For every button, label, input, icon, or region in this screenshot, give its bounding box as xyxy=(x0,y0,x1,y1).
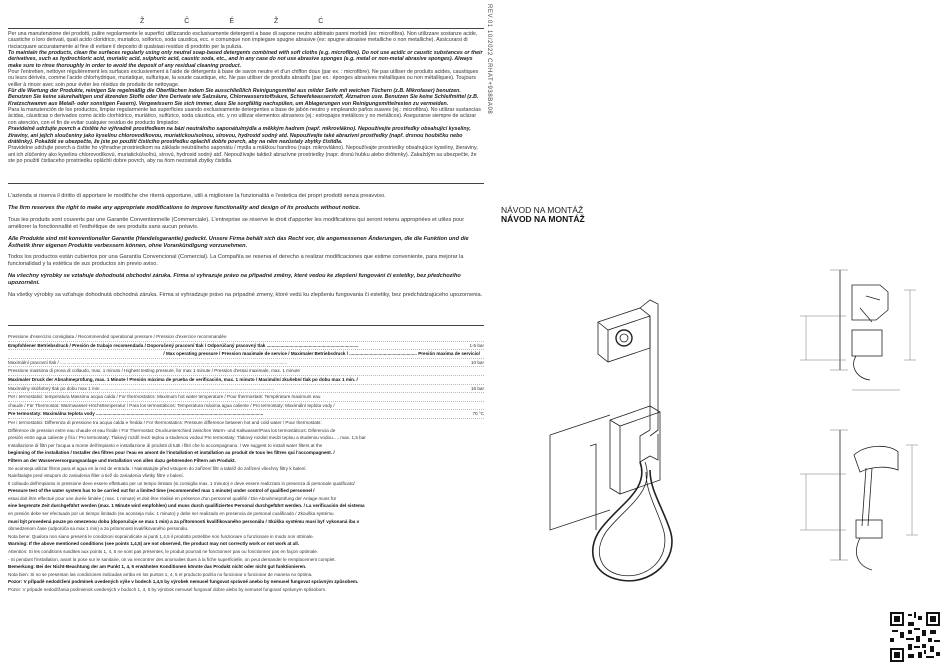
spec-line: Nota bien: Si no se presentan las condiciones indicadas arriba en los puntos 1, 4, 5 el producto podría no funcionar o funcionar de manera no óptima. xyxy=(8,571,313,577)
side-view-dimensioned xyxy=(800,270,916,390)
spec-line: essai doit être effectué pour une durée limitée ( max. 1 minute) et doit être réalisé en présence d'un personnel qualifié / Die Abnahmeprüfung der Anlage muss für xyxy=(8,495,337,501)
spec-line: Filtern an der Wasserversorgungsanlage und Installation von allen dazu gehörenden Filtern am Produkt. xyxy=(8,457,236,463)
spec-text: Maximaler Druck der Abnahmeprüfung, max. 1 Minute / Presión máxima de prueba de verificación, max. 1 minuto / Maximální zkušební tlak po dobu max 1 min. / xyxy=(8,376,358,382)
manual-title-bold: NÁVOD NA MONTÁŽ xyxy=(501,214,585,224)
header-char: Ć xyxy=(318,18,364,25)
spec-text: Pre termostaty: Maximálna teplota vody ................................................................................................................................... xyxy=(8,411,264,417)
spec-line: Nainštalujte pred vstupom do zariadenia filter a tiež do zariadenia všetky filtre v balení. xyxy=(8,473,184,479)
spec-line: Pressure test of the water system has to be carried out for a limited time (recommended max 1 minute) under control of qualified personnel / xyxy=(8,488,315,494)
bidet-shower-isometric xyxy=(550,300,672,581)
spec-row xyxy=(8,350,484,359)
legal-sk: Na všetky výrobky sa vzťahuje dohodnutá obchodná záruka. Firma si vyhradzuje právo na prípadné zmeny, ktoré vedú ku zlepšeniu fungovania či estetiky, bez predchádzajúceho upozornenia. xyxy=(8,292,483,299)
spec-line: obmedzenom čase (odporúča sa max 1 min) a za prítomnosti kvalifikovaného personálu. xyxy=(8,526,189,532)
spec-row xyxy=(8,342,484,351)
header-char: É xyxy=(229,18,275,25)
spec-text: chaude / Für Thermostat: Warmwasser-Höchsttemperatur / Para los termostáticos: Temperatura máxima agua caliente / Pro termostaty: Maximální teplota vody / xyxy=(8,402,335,408)
spec-line: Se aconseja utilizar filtros para el agua en la red de entrada. / Nainstalujte před vstupem do zařízení filtr a taktéž do zařízení všechny filtry k balení. xyxy=(8,465,307,471)
qr-code-icon xyxy=(890,612,940,662)
spec-line: Nota bene: Qualora non siano presenti le condizioni sopraindicate ai punti 1,4,5 il prodotto potrebbe non funzionare o funzionare in modo non ottimale. xyxy=(8,533,314,539)
special-characters-header xyxy=(8,18,484,26)
revision-code xyxy=(484,6,494,176)
care-fr: Pour l'entretien, nettoyer régulièrement les surfaces exclusivement à l'aide de détergents à base de savon neutre et d'un chiffon doux (par ex. : microfibre). Ne pas utiliser de produits acides, caustiques ou leurs dérivés, comme l'acide chlorhydrique, muriatique, sulfurique, la soude caustique, etc. Ne pas utiliser de produits abrasifs (par ex.: éponges abrasives métalliques ou non métalliques). Toujours veiller à rincer avec soin pour éviter les résidus de produits de nettoyage. xyxy=(8,69,479,88)
legal-it: L'azienda si riserva il diritto di apportare le modifiche che riterrà opportune, utili a migliorare la funzionalità e l'estetica dei propri prodotti senza preavviso. xyxy=(8,193,386,199)
spec-row xyxy=(8,359,484,368)
care-sk: Pravidelne udržujte povrch a čistite ho výhradne prostriedkom na základe neutrálneho saponátu / mydla a mäkkou handrou (napr. mikrovlákno). Nepoužívajte prostriedky obsahujúce kyseliny, žieraviny, ani ich zlúčeniny ako kyselinu chlorovodíkovú, muriatickú/soľnú, sírovú, hydroxid sodný atď. Nepoužívajte taktiež abrazívne prostriedky (napr. drsnú hubku alebo drôtenky). Zakaždým sa ubezpečte, že ste po použití čistiaceho prostriedku opláchli dobre povrch, aby na ňom nezostali zbytky čistidla. xyxy=(8,145,478,164)
spec-text: Per i termostatici: temperatura Massima acqua calda / For thermostatics: Maximum hot water temperature / Pour thermostats: Température maximum eau xyxy=(8,394,321,400)
spec-row xyxy=(8,393,484,402)
spec-line: eine begrenzte Zeit durchgeführt werden (max. 1 Minute wird empfohlen) und muss durch qualifiziertes Personal durchgeführt werden. / La verificación del sistema xyxy=(8,503,365,509)
spec-line: Installazione di filtri per l'acqua a monte dell'impianto e installazione di prodotti di tutti i filtri che lo accompagnano. / We suggest to install water filters at the xyxy=(8,442,323,448)
spec-line: Pozor: V případě nedodržení podmínek uvedených výše v bodech 1,4,5 by výrobek nemusel fungovat správně anebo by nemusel fungovat správným způsobem. xyxy=(8,579,359,585)
instructions-column xyxy=(8,0,484,667)
spec-value: 70 °C xyxy=(472,411,484,417)
revision-text: REV.01 10/2022 CRHAT+938BA08 xyxy=(486,4,492,115)
front-view-dimensioned xyxy=(800,430,918,570)
spec-line: Pozor: V prípade nedodržania podmienok uvedených v bodoch 1, 4, 5 by výrobok nemusel fungovať dobre alebo by nemusel fungovať správnym spôsobom. xyxy=(8,587,327,592)
spec-line: Attention: Si les conditions susdites aux points 1, 4, 5 ne sont pas présentes, le produit pourrait ne fonctionner pas ou fonctionner pas en façon optimale. xyxy=(8,549,319,555)
top-divider xyxy=(8,28,484,29)
legal-en: The firm reserves the right to make any appropriate modifications to improve functionality and design of its products without notice. xyxy=(8,204,361,211)
care-de: Für die Wartung der Produkte, reinigen Sie regelmäßig die Oberflächen indem Sie ausschließlich Reinigungsmittel aus milder Seife mit weichen Tüchern (z.B. Mikrofaser) benutzen. Benutzen Sie keine säurehaltigen und ätzenden Stoffe oder ihre Derivate wie Salzsäure, Chlorwasserstoffsäure, Schwefelwasserstoff, Ätznatron usw. Benutzen Sie keine Schleifmittel (z.B. Kratzschwamm aus Metall- oder sonstigen Fasern). Vergewissern Sie sich immer, dass Sie sorgfältig nachspülen, um Ablagerungen von Reinigungsmittelresten zu vermeiden. xyxy=(8,88,479,107)
spec-line: Différence de pression entre eau chaude et eau froide / Für Thermostat: Druckunterschied zwischen Warm- und Kaltwasser/Para los termostáticos: Diferencia de xyxy=(8,427,336,433)
header-char: Ž xyxy=(274,18,319,25)
legal-cz: Na všechny výrobky se vztahuje dohodnutá obchodní záruka. Firma si vyhrazuje právo na případné změny, které vedou ke zlepšení fungování či estetiky, bez předchozího upozornění. xyxy=(8,273,461,287)
spec-line: beginning of the installation / Installer des filtres pour l'eau en amont de l'installation et installation au produit de tous les filtres qui l'accompagnent. / xyxy=(8,450,335,456)
spec-text: Maximální pracovní tlak / .................................................................................................................................................................................. xyxy=(8,359,288,365)
spec-line: Warning: If the above mentioned conditions (see points 1,4,5) are not observed, the product may not correctly work or not work at all. xyxy=(8,541,300,547)
spec-row xyxy=(8,333,484,342)
spec-line: en presión debe ser efectuado por un tiempo limitado (se aconseja máx. 1 minuto) y debe ser realizado en presencia de personal cualificado / Zkouška systému xyxy=(8,511,334,517)
care-en: To maintain the products, clean the surfaces regularly using only neutral soap-based detergents combined with soft cloths (e.g. microfibre). Do not use acidic or caustic substances or their derivatives, such as hydrochloric acid, muriatic acid, sulphuric acid, caustic soda, etc., and in any case do not use abrasive sponges (e.g. metal or non-metal abrasive sponges). Always make sure to rinse thoroughly in order to avoid the deposit of any residual cleaning product. xyxy=(8,50,483,69)
spec-line: musí být provedená pouze po omezenou dobu (doporučuje se max 1 min) a za přítomnosti kvalifikovaného personálu / Skúška systému musí byť vykonaná iba v xyxy=(8,518,360,524)
spec-row xyxy=(8,376,484,385)
technical-specs xyxy=(8,333,484,594)
spec-row xyxy=(8,367,484,376)
care-instructions xyxy=(8,31,484,164)
care-es: Para la manutención de los productos, limpiar regularmente las superficies usando exclusivamente detergentes a base de jabón neutro y empleando paños suaves (ej.: microfibra). No utilizar sustancias ácidas, cáusticas o derivados como ácido clorhídrico, muriático, sulfúrico, soda cáustica, etc. y no utilizar elementos abrasivos (ej.: estropajos metálicos y no metálicos). Asegurarse siempre de aclarar con atención, con el fin de evitar cualquier residuo de producto limpiador. xyxy=(8,107,481,126)
care-divider xyxy=(8,183,484,184)
warranty-notice xyxy=(8,193,484,304)
spec-value: 10 bar xyxy=(470,359,484,365)
spec-line: - Si pendant l'installation, avant la pose sur le sanitaire, on va rencontrer des anomalies dues à la fiche superficielle, on peut demander le remplacement complet. xyxy=(8,556,336,562)
care-it: Per una manutenzione dei prodotti, pulire regolarmente le superfici utilizzando esclusivamente detergenti a base di sapone neutro abbinato panni morbidi (es: microfibra). Non utilizzare sostanze acide, caustiche o loro derivati, quali acido cloridrico, muriatico, solforico, soda caustica, ecc. e comunque non impiegare spugne abrasive (es: spugne abrasive metalliche o non metalliche). Assicurarsi di risciacquare accuratamente al fine di evitare il deposito di qualsiasi residuo di prodotto per la pulizia. xyxy=(8,31,478,50)
legal-fr: Tous les produits sont couverts par une Garantie Conventionnelle (Commerciale). L'entreprise se réserve le droit d'apporter les modifications qui seront retenu appropriées et utiles pour améliorer la fonctionnalité et l'esthétique de ses produits sans aucun préavis. xyxy=(8,216,465,230)
spec-text: Pressione massima di prova di collaudo, max. 1 minuto / Highest testing pressure, for max 1 minute / Pression d'essai maximale, max. 1 minute xyxy=(8,368,300,374)
spec-value: 16 bar xyxy=(470,385,484,391)
manual-title: NÁVOD NA MONTÁŽ xyxy=(501,205,584,215)
spec-line: Il collaudo dell'impianto in pressione deve essere effettuato per un tempo limitato (si consiglia max. 1 minuto) e deve essere realizzato in presenza di personale qualificato/ xyxy=(8,480,355,486)
legal-divider xyxy=(8,325,484,326)
spec-text: Pressione d'esercizio consigliata / Recommended operational pressure / Pression d'exercice recommandée xyxy=(8,334,227,339)
spec-line: Bemerkung: Bei der Nicht-Beachtung der am Punkt 1, 4, 5 erwähnten Konditionen könnte das Produkt nicht oder nicht gut funktionieren. xyxy=(8,564,307,570)
spec-row xyxy=(8,410,484,419)
spec-line: Per i termostatici: Differenza di pressione tra acqua calda e fredda / For thermostatics: Pressure difference between hot and cold water / Pour thermostats: xyxy=(8,419,322,425)
care-cz: Pravidelně udržujte povrch a čistěte ho výhradně prostředkem na bázi neutrálního saponátu/mýdla a měkkým hadrem (např. mikrovlákno). Nepoužívejte prostředky obsahující kyseliny, žíraviny, ani jejich sloučeniny jako kyselinu chlorovodíkovou, muriatickou/solnou, sírovou, hydroxid sodný atd. Nepoužívejte také abrazivní prostředky (např. drsnou houbičku nebo drátěnky). Pokaždé se ubezpečte, že jste po použití čisticího prostředku oplachli dobře povrch, aby na něm nezůstaly zbytky čistidla. xyxy=(8,126,471,145)
legal-de: Alle Produkte sind mit konventioneller Garantie (Handelsgarantie) gedeckt. Unsere Firma behält sich das Recht vor, die angemessenen Änderungen, die die Funktion und die Ästhetik ihrer eigenen Produkte verbessern können, ohne Vorankündigung vorzunehmen. xyxy=(8,235,469,249)
spec-text: Empfohlener Betriebsdruck / Presión de trabajo recomendada / Doporučený pracovní tlak / Odporúčaný pracovný tlak ........................................................................ xyxy=(8,342,359,348)
spec-value: 1-5 bar xyxy=(469,342,484,348)
spec-line: presión entre agua caliente y fría / Pro termostaty: Tlakový rozdíl mezi teplou a studenou vodou/ Pre termostaty: Tlakový rozdiel medzi teplou a studenou vodou..... max. 1,5 bar xyxy=(8,435,366,441)
header-char: Ž xyxy=(140,18,185,25)
legal-es: Todos los productos están cubiertos por una Garantía Convencional (Comercial). La Compañía se reserva el derecho a realizar modificaciones que estime conveniente, para mejorar la funcionalidad y la estética de sus productos sin previo aviso. xyxy=(8,254,464,268)
spec-row xyxy=(8,385,484,394)
spec-row xyxy=(8,402,484,411)
spec-text: / Max operating pressure / Pression maximale de service / Maximaler Betriebsdruck / ..................................................... Presión maxima de servicio/ xyxy=(163,351,480,357)
product-technical-drawing xyxy=(500,230,940,600)
header-char: Č xyxy=(184,18,230,25)
spec-text: Maximálny skúšobný tlak po dobu max 1 min ........................................................................................................................................ xyxy=(8,385,275,391)
